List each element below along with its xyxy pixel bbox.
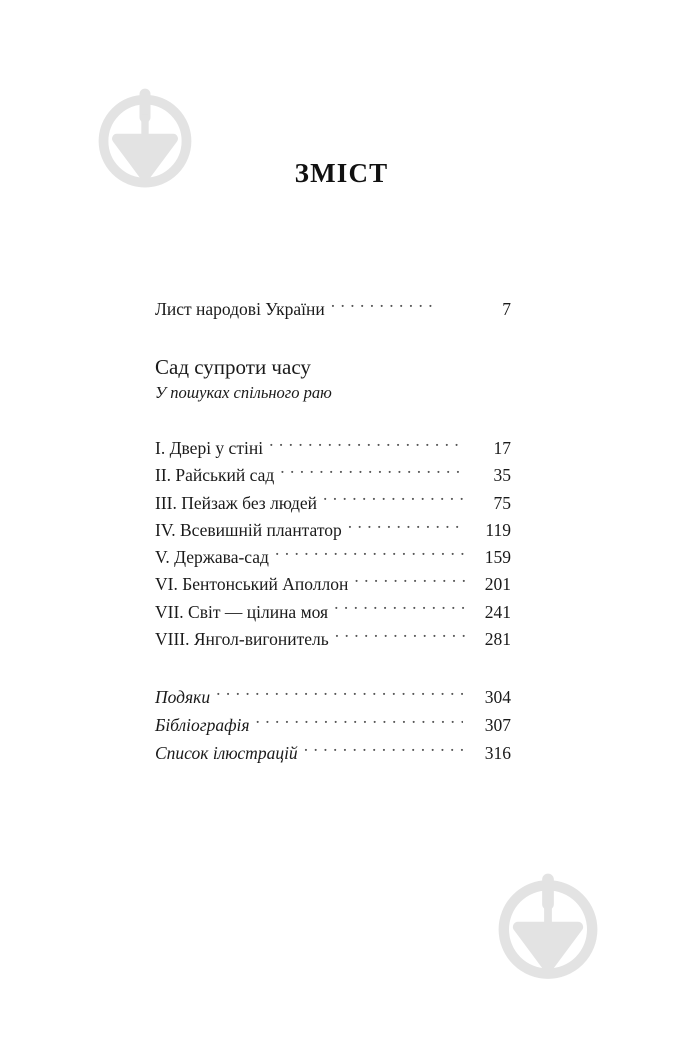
section-subtitle: У пошуках спільного раю — [155, 383, 332, 402]
toc-entry[interactable] — [155, 517, 511, 544]
chapter-list — [155, 435, 511, 653]
front-matter-list — [155, 296, 511, 323]
section-heading — [155, 353, 511, 405]
dot-leader — [335, 628, 465, 646]
toc-entry-page: 17 — [493, 438, 511, 458]
toc-entry[interactable] — [155, 490, 511, 517]
toc-entry-page: 304 — [484, 687, 511, 708]
toc-entry-label: VII. Світ — цілина моя — [155, 601, 329, 622]
toc-entry-page: 35 — [493, 465, 511, 486]
toc-entry[interactable] — [155, 544, 511, 571]
toc-entry-page: 119 — [485, 519, 511, 540]
toc-entry-page: 75 — [493, 492, 511, 513]
toc-entry-page: 7 — [502, 299, 511, 319]
back-matter-list — [155, 683, 511, 767]
dot-leader — [354, 573, 465, 591]
toc-entry-label: II. Райський сад — [155, 465, 275, 486]
toc-entry-page: 159 — [484, 547, 511, 568]
toc-entry-label: IV. Всевишній плантатор — [155, 519, 342, 540]
dot-leader — [348, 518, 465, 536]
dot-leader — [304, 742, 463, 760]
toc-entry-page: 201 — [484, 574, 511, 595]
toc-entry-label: VI. Бентонський Аполлон — [155, 574, 349, 595]
table-of-contents — [155, 296, 511, 767]
dot-leader — [334, 600, 465, 618]
dot-leader — [269, 437, 465, 455]
dot-leader — [323, 491, 465, 509]
toc-entry[interactable] — [155, 571, 511, 598]
dot-leader — [216, 686, 463, 704]
toc-entry-label: Подяки — [155, 687, 211, 708]
toc-entry[interactable] — [155, 462, 511, 489]
toc-entry-label: VIII. Янгол-вигонитель — [155, 629, 329, 650]
toc-entry[interactable] — [155, 599, 511, 626]
toc-entry[interactable] — [155, 296, 511, 323]
trowel-in-circle-logo-icon — [483, 858, 613, 988]
toc-entry-page: 241 — [484, 601, 511, 622]
toc-entry-label: Лист народові України — [155, 299, 325, 319]
toc-entry[interactable] — [155, 711, 511, 739]
page-title: ЗМІСТ — [294, 158, 389, 188]
toc-entry[interactable] — [155, 626, 511, 653]
toc-entry-page: 281 — [484, 629, 511, 650]
dot-leader — [331, 298, 433, 316]
toc-entry[interactable] — [155, 435, 511, 462]
toc-entry-label: Бібліографія — [155, 715, 250, 736]
toc-entry-label: Список ілюстрацій — [155, 743, 298, 764]
toc-entry-page: 307 — [484, 715, 511, 736]
toc-entry-label: III. Пейзаж без людей — [155, 492, 318, 513]
toc-entry-page: 316 — [484, 743, 511, 764]
dot-leader — [275, 546, 465, 564]
section-title: Сад супроти часу — [155, 355, 311, 379]
toc-entry[interactable] — [155, 683, 511, 711]
toc-entry-label: V. Держава-сад — [155, 547, 269, 568]
toc-entry[interactable] — [155, 739, 511, 767]
toc-entry-label: I. Двері у стіні — [155, 438, 264, 458]
dot-leader — [256, 714, 463, 732]
dot-leader — [280, 464, 465, 482]
